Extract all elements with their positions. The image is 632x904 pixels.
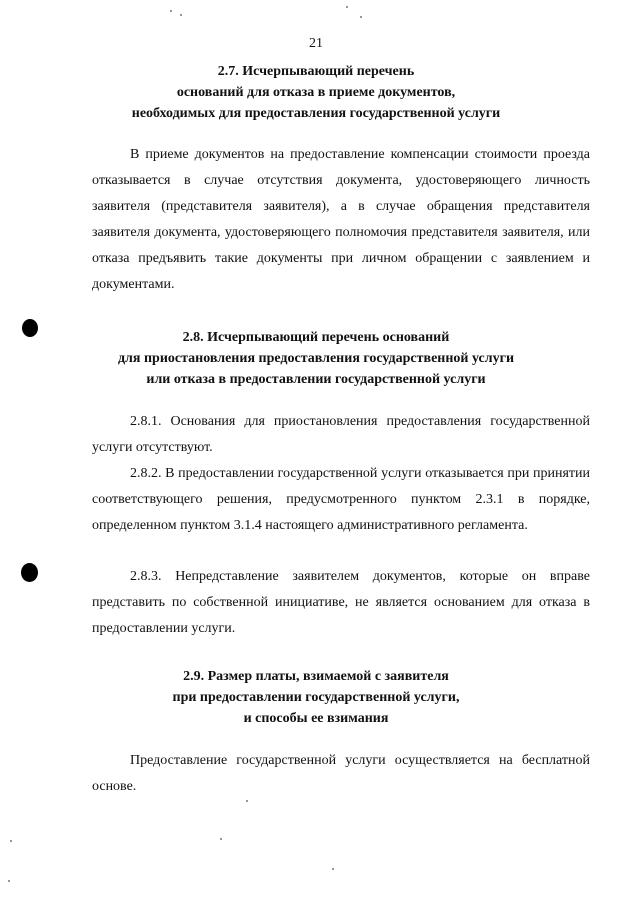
heading-line: 2.9. Размер платы, взимаемой с заявителя: [183, 669, 449, 684]
heading-line: или отказа в предоставлении государственной услуги: [146, 372, 486, 387]
scan-speck: [346, 6, 348, 8]
page-number: 21: [309, 36, 323, 51]
scan-speck: [8, 880, 10, 882]
section-2-8-heading: [40, 327, 592, 390]
heading-line: и способы ее взимания: [243, 711, 389, 726]
scan-speck: [170, 10, 172, 12]
paragraph: Предоставление государственной услуги осуществляется на бесплатной основе.: [92, 753, 590, 794]
scan-speck: [360, 16, 362, 18]
heading-line: при предоставлении государственной услуги,: [172, 690, 460, 705]
scan-speck: [246, 800, 248, 802]
section-2-7-heading: [40, 61, 592, 124]
paragraph: 2.8.2. В предоставлении государственной услуги отказывается при принятии соответствующего решения, предусмотренного пунктом 2.3.1 в порядке, определенном пунктом 3.1.4 настоящего административного регламента.: [92, 466, 590, 533]
heading-line: оснований для отказа в приеме документов,: [176, 85, 456, 100]
heading-line: для приостановления предоставления государственной услуги: [117, 351, 515, 366]
paragraph: 2.8.1. Основания для приостановления предоставления государственной услуги отсутствуют.: [92, 414, 590, 455]
heading-line: необходимых для предоставления государственной услуги: [131, 106, 501, 121]
section-2-9-heading: [40, 666, 592, 729]
heading-line: 2.7. Исчерпывающий перечень: [217, 64, 415, 79]
punch-hole: [22, 319, 38, 337]
scan-speck: [332, 868, 334, 870]
heading-line: 2.8. Исчерпывающий перечень оснований: [182, 330, 450, 345]
paragraph: В приеме документов на предоставление компенсации стоимости проезда отказывается в случае отсутствия документа, удостоверяющего личность заявителя (представителя заявителя), а в случае обращения представителя заявителя документа, удостоверяющего полномочия представителя заявителя, или отказа предъявить такие документы при личном обращении с заявлением и документами.: [92, 147, 590, 292]
scan-speck: [180, 14, 182, 16]
scan-speck: [220, 838, 222, 840]
scan-speck: [10, 840, 12, 842]
punch-hole: [21, 563, 38, 582]
paragraph: 2.8.3. Непредставление заявителем документов, которые он вправе представить по собственной инициативе, не является основанием для отказа в предоставлении услуги.: [92, 569, 590, 636]
